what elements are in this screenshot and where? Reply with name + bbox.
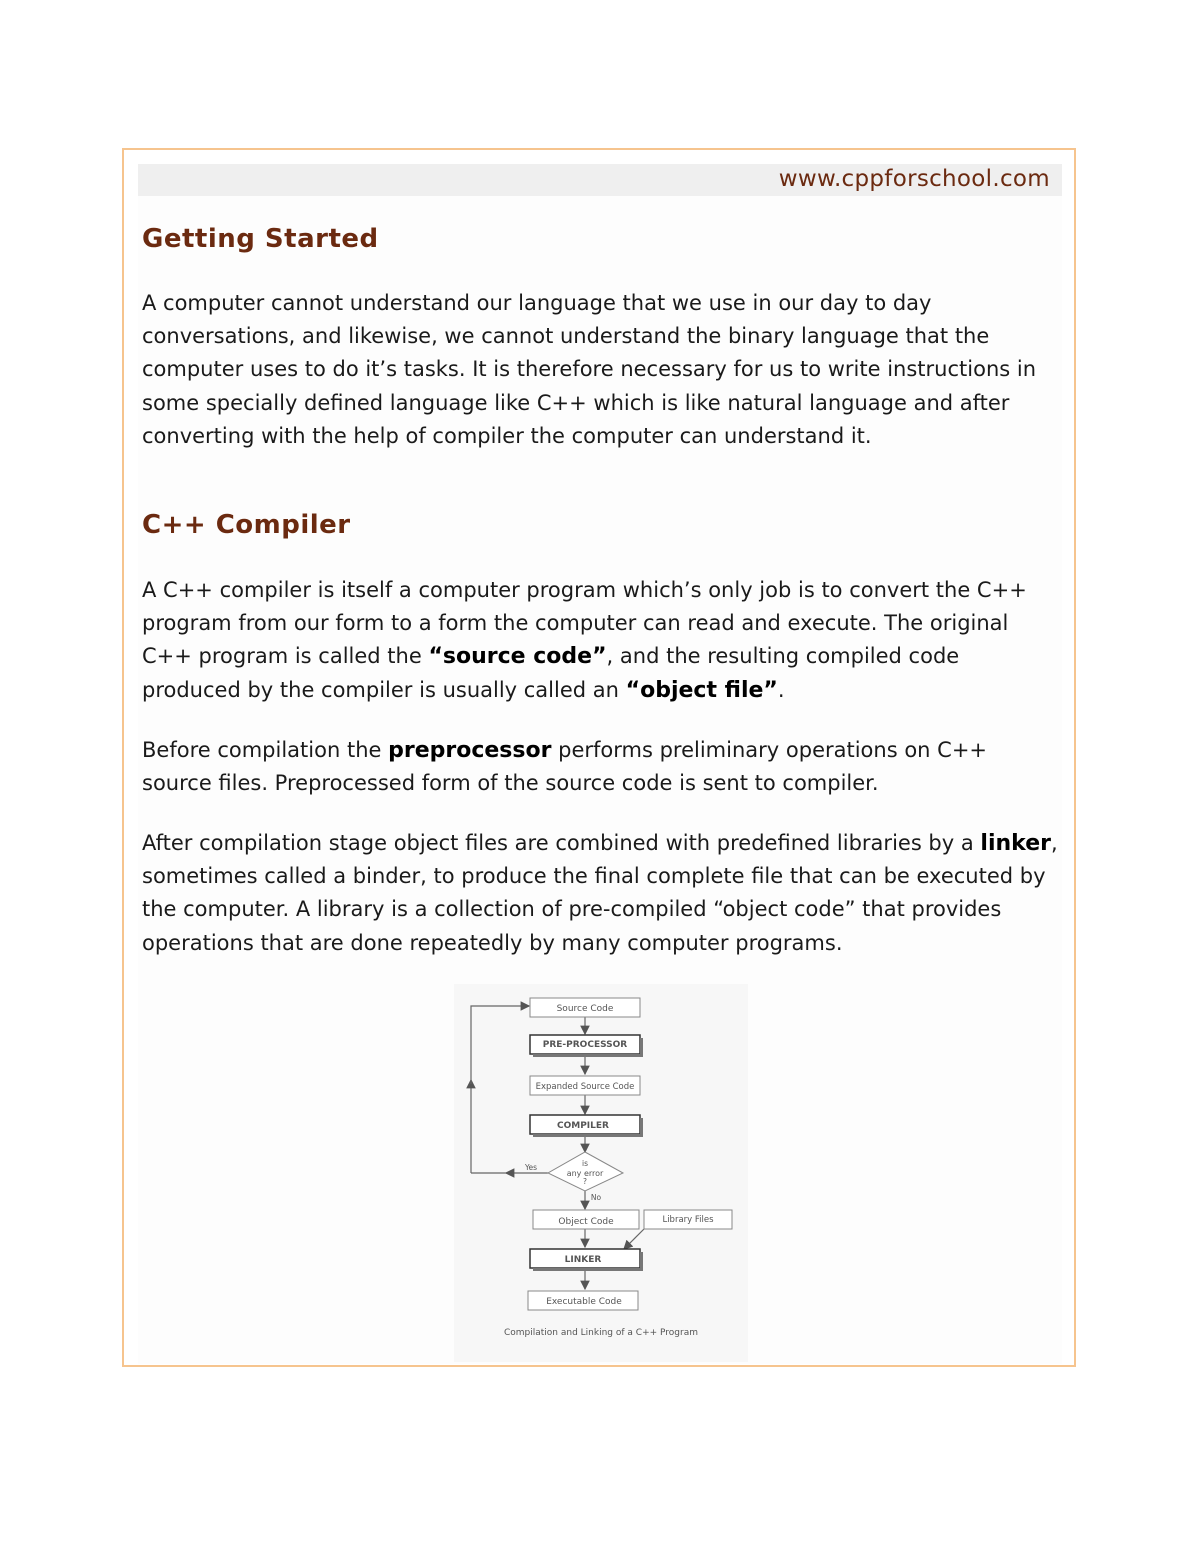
heading-cpp-compiler: C++ Compiler [142, 510, 351, 540]
label-decision-1: is [582, 1159, 588, 1168]
label-decision-2: any error [566, 1169, 604, 1178]
label-library-files: Library Files [662, 1215, 714, 1225]
label-executable: Executable Code [546, 1297, 622, 1307]
site-header-bar [138, 164, 1062, 196]
label-linker: LINKER [564, 1255, 602, 1265]
paragraph-linker: After compilation stage object files are combined with predefined libraries by a linker, sometimes called a binder, to produce the final complete file that can be executed by the computer. A library is a collection of pre-compiled “object code” that provides operations that are done repeatedly by many computer programs. [142, 831, 1058, 955]
label-yes: Yes [524, 1163, 538, 1172]
heading-getting-started: Getting Started [142, 224, 379, 254]
paragraph-preprocessor: Before compilation the preprocessor performs preliminary operations on C++ source files. Preprocessed form of the source code is sent to compiler. [142, 738, 988, 796]
label-expanded: Expanded Source Code [535, 1082, 635, 1092]
label-source-code: Source Code [556, 1004, 614, 1014]
label-object-code: Object Code [558, 1217, 614, 1227]
figure-caption: Compilation and Linking of a C++ Program [503, 1328, 699, 1338]
label-compiler: COMPILER [557, 1121, 609, 1131]
term-object-file: “object file” [625, 677, 778, 703]
compilation-flowchart [454, 984, 748, 1362]
paragraph-compiler-intro: A C++ compiler is itself a computer program which’s only job is to convert the C++ program from our form to a form the computer can read and execute. The original C++ program is called the “source code”, and the resulting compiled code produced by the compiler is usually called an “object file”. [142, 578, 1027, 703]
term-linker: linker [980, 831, 1051, 856]
label-preprocessor: PRE-PROCESSOR [542, 1040, 628, 1050]
label-decision-3: ? [583, 1177, 587, 1186]
site-url: www.cppforschool.com [778, 166, 1050, 192]
paragraph-getting-started: A computer cannot understand our language that we use in our day to day conversations, and likewise, we cannot understand the binary language that the computer uses to do it’s tasks. It is therefore necessary for us to write instructions in some specially defined language like C++ which is like natural language and after converting with the help of compiler the computer can understand it. [142, 291, 1037, 448]
term-source-code: “source code” [428, 644, 607, 670]
term-preprocessor: preprocessor [388, 738, 552, 763]
label-no: No [590, 1193, 602, 1202]
